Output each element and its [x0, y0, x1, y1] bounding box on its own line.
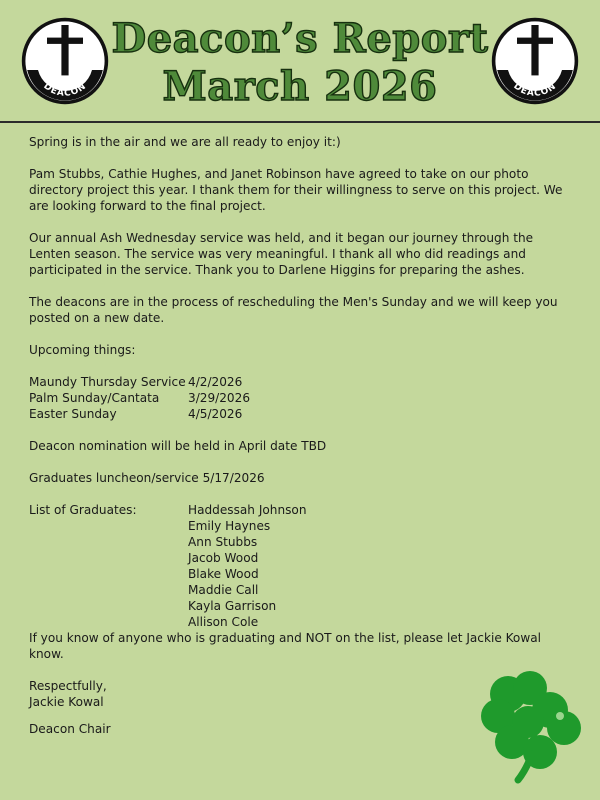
- graduate-name: Ann Stubbs: [188, 535, 258, 549]
- closing: Respectfully,: [29, 679, 107, 693]
- graduates-list: [29, 502, 574, 630]
- graduates-label: List of Graduates:: [29, 503, 137, 517]
- graduate-name: Blake Wood: [188, 567, 259, 581]
- svg-text:DEACON: DEACON: [41, 81, 89, 99]
- signer-role: Deacon Chair: [29, 722, 111, 736]
- nomination-note: Deacon nomination will be held in April date TBD: [29, 439, 327, 453]
- photo-directory-paragraph: Pam Stubbs, Cathie Hughes, and Janet Robinson have agreed to take on our photo directory project this year. I thank them for their willingness to serve on this project. We are looking forward to the final project.: [29, 167, 563, 213]
- upcoming-heading: Upcoming things:: [29, 343, 136, 357]
- ash-wednesday-paragraph: Our annual Ash Wednesday service was held, and it began our journey through the Lenten season. The service was very meaningful. I thank all who did readings and participated in the service. Thank you to Darlene Higgins for preparing the ashes.: [29, 231, 534, 277]
- graduate-name: Haddessah Johnson: [188, 503, 307, 517]
- graduate-name: Emily Haynes: [188, 519, 271, 533]
- svg-text:DEACON: DEACON: [511, 81, 559, 99]
- graduate-name: Allison Cole: [188, 615, 259, 629]
- graduates-luncheon: Graduates luncheon/service 5/17/2026: [29, 471, 265, 485]
- upcoming-item: Easter Sunday 4/5/2026: [29, 407, 243, 421]
- mens-sunday-paragraph: The deacons are in the process of rescheduling the Men's Sunday and we will keep you posted on a new date.: [29, 295, 558, 325]
- graduate-name: Jacob Wood: [188, 551, 259, 565]
- graduate-name: Kayla Garrison: [188, 599, 277, 613]
- report-month: March 2026: [162, 63, 438, 110]
- header-divider: [0, 121, 600, 123]
- intro-paragraph: Spring is in the air and we are all ready to enjoy it:): [29, 135, 341, 149]
- header: [0, 0, 600, 118]
- graduates-note: If you know of anyone who is graduating and NOT on the list, please let Jackie Kowal know.: [29, 631, 541, 661]
- report-title: Deacon’s Report: [111, 15, 489, 62]
- upcoming-item: Maundy Thursday Service 4/2/2026: [29, 375, 243, 389]
- upcoming-item: Palm Sunday/Cantata 3/29/2026: [29, 391, 251, 405]
- report-body: [29, 134, 574, 737]
- shamrock-icon: [468, 670, 588, 786]
- graduate-name: Maddie Call: [188, 583, 259, 597]
- deacon-cross-logo-icon: [490, 16, 580, 106]
- signer-name: Jackie Kowal: [29, 695, 104, 709]
- deacon-cross-logo-icon: [20, 16, 110, 106]
